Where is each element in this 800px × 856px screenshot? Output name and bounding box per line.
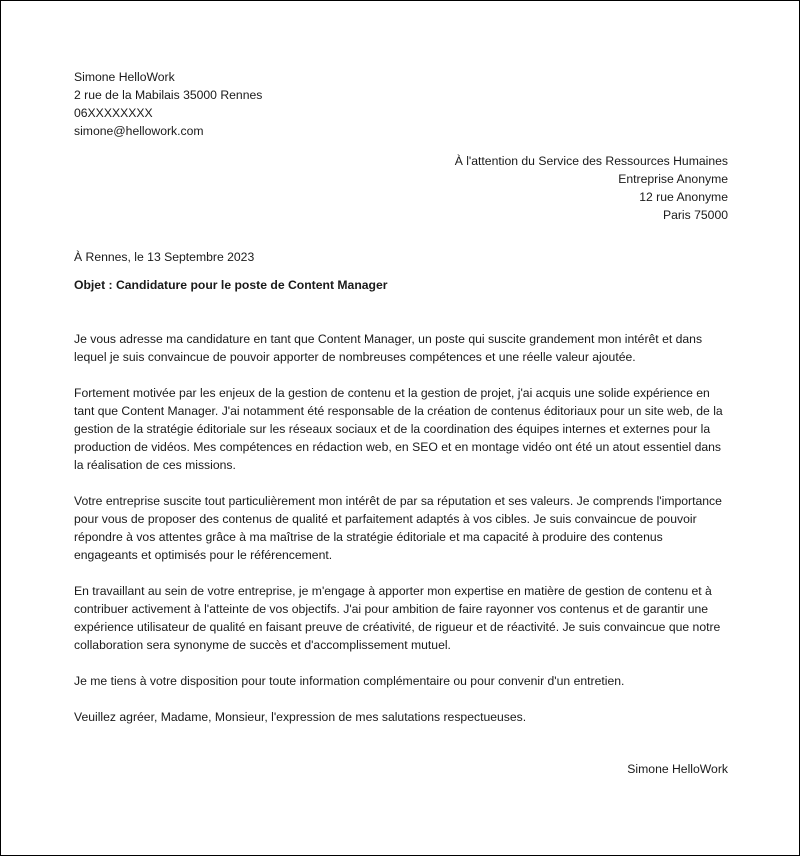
- paragraph-availability: Je me tiens à votre disposition pour toute information complémentaire ou pour convenir d'un entretien.: [74, 674, 625, 688]
- signature: Simone HelloWork: [627, 762, 728, 776]
- place-date: À Rennes, le 13 Septembre 2023: [74, 250, 255, 264]
- sender-phone: 06XXXXXXXX: [74, 106, 153, 120]
- sender-email: simone@hellowork.com: [74, 124, 204, 138]
- recipient-company: Entreprise Anonyme: [618, 172, 728, 186]
- subject-line: Objet : Candidature pour le poste de Content Manager: [74, 278, 388, 292]
- recipient-attention: À l'attention du Service des Ressources Humaines: [454, 154, 728, 168]
- letter-body: [74, 68, 728, 778]
- paragraph-experience: Fortement motivée par les enjeux de la gestion de contenu et la gestion de projet, j'ai acquis une solide expérience en tant que Content Manager. J'ai notamment été responsable de la création de contenus éditoriaux pour un site web, de la gestion de la stratégie éditoriale sur les réseaux sociaux et de la coordination des équipes internes et externes pour la production de vidéos. Mes compétences en rédaction web, en SEO et en montage vidéo ont été un atout essentiel dans la réalisation de ces missions.: [74, 386, 723, 472]
- paragraph-closing: Veuillez agréer, Madame, Monsieur, l'expression de mes salutations respectueuses.: [74, 710, 527, 724]
- recipient-street: 12 rue Anonyme: [639, 190, 728, 204]
- sender-address: 2 rue de la Mabilais 35000 Rennes: [74, 88, 263, 102]
- paragraph-company-interest: Votre entreprise suscite tout particulièrement mon intérêt de par sa réputation et ses valeurs. Je comprends l'importance pour vous de proposer des contenus de qualité et parfaitement adaptés à vos cibles. Je suis convaincue de pouvoir répondre à vos attentes grâce à ma maîtrise de la stratégie éditoriale et ma capacité à produire des contenus engageants et optimisés pour le référencement.: [74, 494, 722, 562]
- paragraph-intro: Je vous adresse ma candidature en tant que Content Manager, un poste qui suscite grandement mon intérêt et dans lequel je suis convaincue de pouvoir apporter de nombreuses compétences et une réelle valeur ajoutée.: [74, 332, 703, 364]
- sender-name: Simone HelloWork: [74, 70, 175, 84]
- sender-block: [74, 68, 728, 140]
- recipient-city: Paris 75000: [662, 208, 728, 222]
- recipient-block: [74, 152, 728, 224]
- paragraph-commitment: En travaillant au sein de votre entreprise, je m'engage à apporter mon expertise en matière de gestion de contenu et à contribuer activement à l'atteinte de vos objectifs. J'ai pour ambition de faire rayonner vos contenus et de garantir une expérience utilisateur de qualité en faisant preuve de créativité, de rigueur et de réactivité. Je suis convaincue que notre collaboration sera synonyme de succès et d'accomplissement mutuel.: [74, 584, 721, 652]
